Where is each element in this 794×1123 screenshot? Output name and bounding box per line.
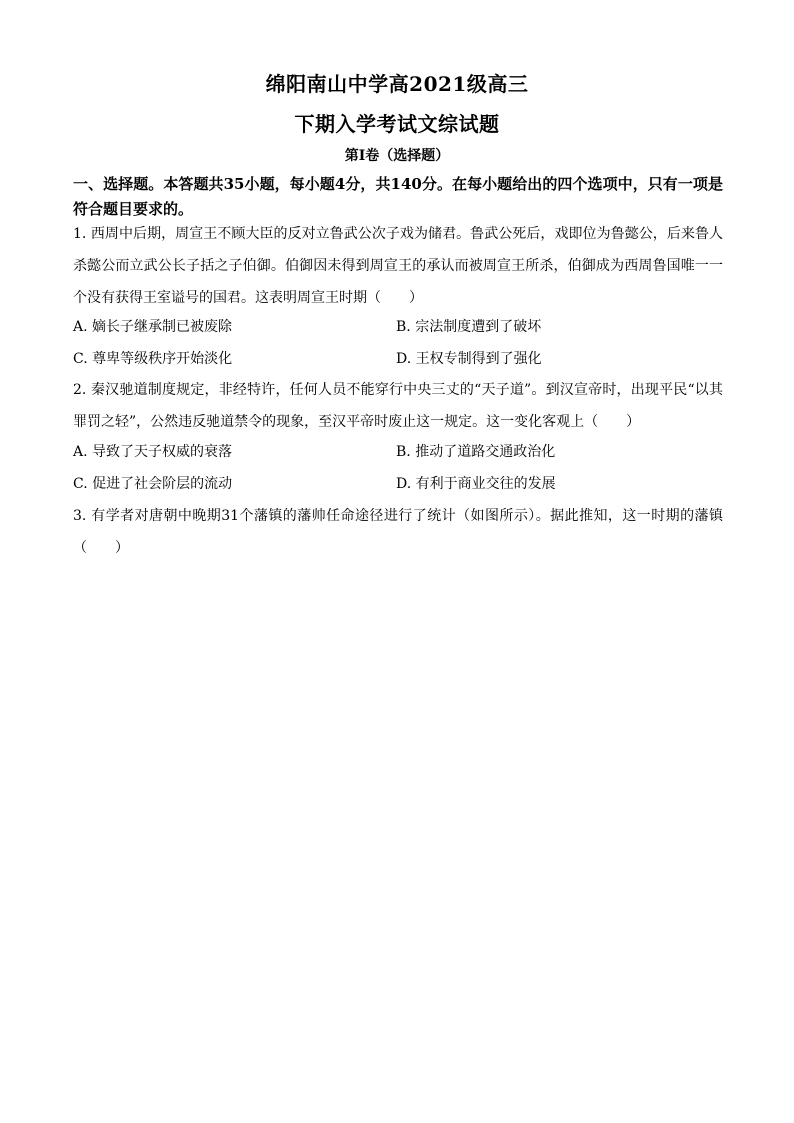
question-3-stem: 3. 有学者对唐朝中晚期31个藩镇的藩帅任命途径进行了统计（如图所示）。据此推知，这一时期的藩镇（ ）: [73, 508, 723, 556]
question-2-option-c: C. 促进了社会阶层的流动: [73, 476, 233, 492]
question-2-option-a: A. 导致了天子权威的衰落: [73, 444, 233, 460]
question-1-stem: 1. 西周中后期，周宣王不顾大臣的反对立鲁武公次子戏为储君。鲁武公死后，戏即位为鲁懿公，后来鲁人杀懿公而立武公长子括之子伯御。伯御因未得到周宣王的承认而被周宣王所杀，伯御成为西周鲁国唯一一个没有获得王室谥号的国君。这表明周宣王时期（ ）: [73, 226, 723, 306]
question-1-option-c: C. 尊卑等级秩序开始淡化: [73, 351, 233, 367]
section-instruction: 一、选择题。本答题共35小题，每小题4分，共140分。在每小题给出的四个选项中，只有一项是符合题目要求的。: [73, 175, 723, 218]
question-2-option-b: B. 推动了道路交通政治化: [396, 444, 556, 460]
question-1-option-b: B. 宗法制度遭到了破坏: [396, 319, 542, 335]
part-label: 第Ⅰ卷（选择题）: [344, 148, 450, 164]
question-2-stem: 2. 秦汉驰道制度规定，非经特许，任何人员不能穿行中央三丈的“天子道”。到汉宣帝时，出现平民“以其罪罚之轻”，公然违反驰道禁令的现象，至汉平帝时废止这一规定。这一变化客观上（ ）: [73, 382, 723, 430]
exam-title-line1: 绵阳南山中学高2021级高三: [265, 72, 529, 96]
exam-title-line2: 下期入学考试文综试题: [294, 112, 500, 136]
question-2-option-d: D. 有利于商业交往的发展: [396, 476, 556, 492]
question-1-option-d: D. 王权专制得到了强化: [396, 351, 542, 367]
question-1-option-a: A. 嫡长子继承制已被废除: [73, 319, 233, 335]
